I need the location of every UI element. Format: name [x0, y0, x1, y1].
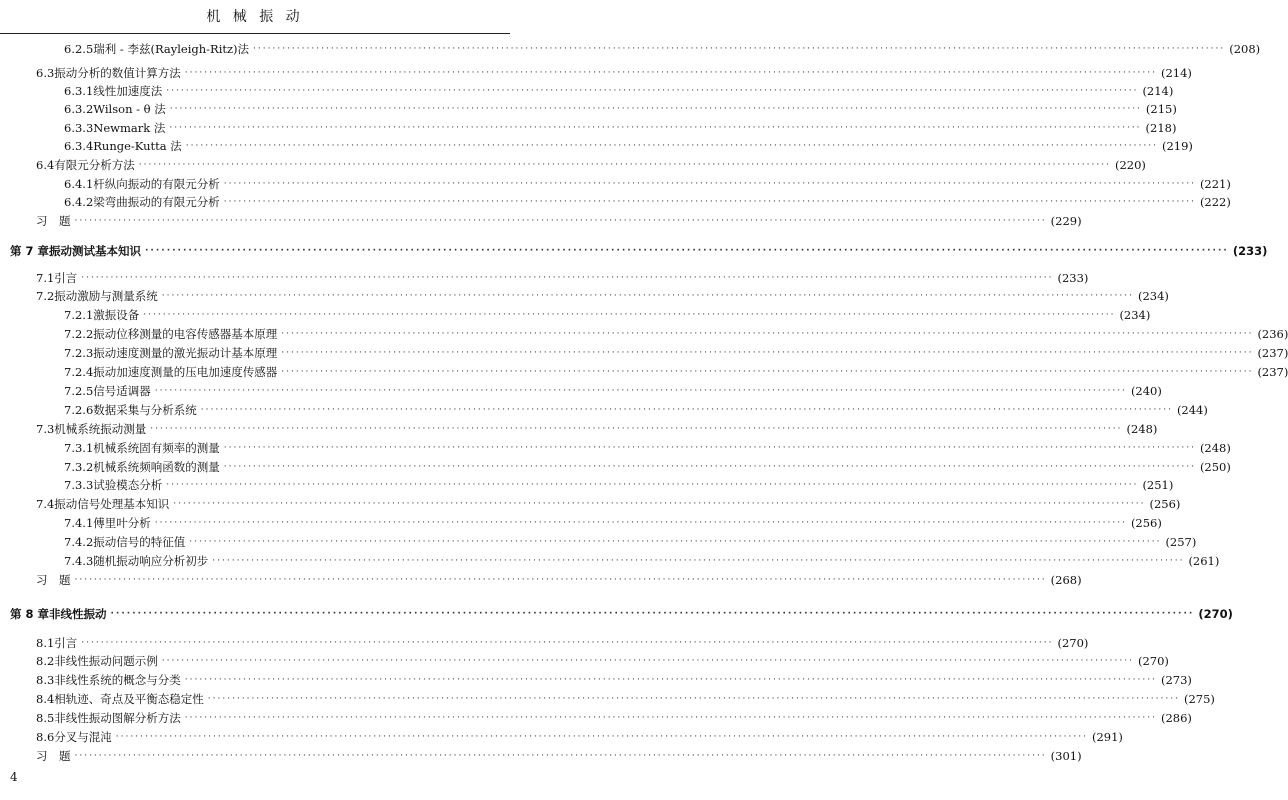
- toc-entry-title: 振动信号处理基本知识: [54, 497, 170, 511]
- toc-entry-title: 非线性振动: [49, 607, 107, 621]
- toc-entry-page: (291): [1091, 730, 1123, 744]
- dot-leader: ········································································································································································································: [173, 499, 1146, 509]
- toc-entry-number: 6.3.3: [64, 121, 94, 135]
- toc-entry: [0, 690, 1215, 708]
- dot-leader: ········································································································································································································: [161, 656, 1134, 666]
- toc-entry-title: 相轨迹、奇点及平衡态稳定性: [54, 692, 204, 706]
- toc-entry-page: (215): [1145, 102, 1177, 116]
- dot-leader: ········································································································································································································: [74, 575, 1047, 585]
- toc-entry-number: 第 8 章: [10, 607, 50, 621]
- toc-entry-number: 6.3: [36, 66, 55, 80]
- dot-leader: ········································································································································································································: [166, 86, 1139, 96]
- toc-entry: [0, 306, 1151, 324]
- toc-entry-number: 7.2: [36, 289, 55, 303]
- dot-leader: ········································································································································································································: [200, 405, 1173, 415]
- toc-entry-number: 7.2.6: [64, 403, 94, 417]
- toc-entry: [0, 269, 1089, 287]
- toc-entry-number: 8.6: [36, 730, 55, 744]
- toc-entry-number: 7.2.5: [64, 384, 94, 398]
- dot-leader: ········································································································································································································: [145, 246, 1229, 256]
- toc-chapter-entry: [0, 605, 1233, 623]
- toc-entry-page: (301): [1050, 749, 1082, 763]
- toc-entry-number: 8.2: [36, 654, 55, 668]
- page-number: 4: [10, 770, 18, 784]
- toc-entry-title: 振动加速度测量的压电加速度传感器: [93, 365, 278, 379]
- toc-entry-page: (273): [1160, 673, 1192, 687]
- toc-entry-number: 7.4.3: [64, 554, 94, 568]
- toc-entry-page: (250): [1199, 460, 1231, 474]
- toc-entry: [0, 64, 1192, 82]
- toc-entry-title: 机械系统振动测量: [54, 422, 147, 436]
- toc-entry-page: (234): [1119, 308, 1151, 322]
- dot-leader: ········································································································································································································: [150, 424, 1123, 434]
- dot-leader: ········································································································································································································: [281, 367, 1254, 377]
- toc-entry: [0, 82, 1174, 100]
- toc-chapter-entry: [0, 242, 1268, 260]
- toc-entry-page: (268): [1050, 573, 1082, 587]
- toc-entry-page: (237): [1257, 346, 1288, 360]
- toc-entry-number: 8.3: [36, 673, 55, 687]
- toc-entry-page: (257): [1165, 535, 1197, 549]
- toc-entry: [0, 533, 1197, 551]
- toc-entry-title: 振动分析的数值计算方法: [54, 66, 181, 80]
- toc-entry: [0, 325, 1288, 343]
- toc-entry-page: (214): [1160, 66, 1192, 80]
- dot-leader: ········································································································································································································: [81, 273, 1054, 283]
- toc-entry: [0, 156, 1146, 174]
- toc-entry-number: 6.4: [36, 158, 55, 172]
- toc-entry: [0, 175, 1231, 193]
- toc-entry-title: Runge-Kutta 法: [93, 139, 182, 153]
- toc-entry-page: (208): [1229, 42, 1261, 56]
- dot-leader: ········································································································································································································: [253, 44, 1226, 54]
- dot-leader: ········································································································································································································: [223, 197, 1196, 207]
- toc-entry-number: 7.2.1: [64, 308, 94, 322]
- toc-entry-number: 6.3.4: [64, 139, 94, 153]
- toc-entry: [0, 287, 1169, 305]
- toc-entry-title: 激振设备: [93, 308, 140, 322]
- toc-entry-page: (219): [1161, 139, 1193, 153]
- dot-leader: ········································································································································································································: [223, 179, 1196, 189]
- toc-entry-page: (256): [1130, 516, 1162, 530]
- toc-entry-number: 8.5: [36, 711, 55, 725]
- toc-entry-number: 7.3.3: [64, 478, 94, 492]
- header-rule: [0, 33, 510, 34]
- toc-entry-number: 6.3.2: [64, 102, 94, 116]
- toc-entry-page: (233): [1057, 271, 1089, 285]
- running-header-title: 机 械 振 动: [206, 9, 304, 25]
- toc-entry: [0, 495, 1181, 513]
- toc-entry: [0, 476, 1174, 494]
- toc-entry: [0, 671, 1192, 689]
- toc-entry: [0, 137, 1193, 155]
- toc-entry-title: 机械系统固有频率的测量: [93, 441, 220, 455]
- dot-leader: ········································································································································································································: [161, 291, 1134, 301]
- toc-entry-page: (270): [1057, 636, 1089, 650]
- dot-leader: ········································································································································································································: [281, 348, 1254, 358]
- dot-leader: ········································································································································································································: [74, 751, 1047, 761]
- toc-entry: [0, 401, 1208, 419]
- toc-entry-page: (218): [1145, 121, 1177, 135]
- toc-entry: [0, 40, 1261, 58]
- toc-entry-page: (220): [1114, 158, 1146, 172]
- dot-leader: ········································································································································································································: [223, 462, 1196, 472]
- toc-entry: [0, 119, 1177, 137]
- toc-entry-title: 引言: [54, 271, 78, 285]
- toc-entry-page: (240): [1130, 384, 1162, 398]
- dot-leader: ········································································································································································································: [169, 123, 1142, 133]
- toc-entry-page: (234): [1137, 289, 1169, 303]
- toc-entry-page: (256): [1149, 497, 1181, 511]
- toc-entry-title: 振动位移测量的电容传感器基本原理: [93, 327, 278, 341]
- toc-entry-title: 瑞利 - 李兹(Rayleigh-Ritz)法: [93, 42, 250, 56]
- toc-entry-title: 引言: [54, 636, 78, 650]
- toc-entry: [0, 100, 1177, 118]
- dot-leader: ········································································································································································································: [223, 443, 1196, 453]
- toc-entry-page: (248): [1126, 422, 1158, 436]
- toc-entry: [0, 193, 1231, 211]
- toc-entry-title: 分叉与混沌: [54, 730, 112, 744]
- dot-leader: ········································································································································································································: [185, 141, 1158, 151]
- toc-entry: [0, 458, 1231, 476]
- toc-entry: [0, 652, 1169, 670]
- toc-entry-page: (248): [1199, 441, 1231, 455]
- toc-entry-title: 傅里叶分析: [93, 516, 151, 530]
- toc-entry-number: 8.1: [36, 636, 55, 650]
- toc-entry-title: 数据采集与分析系统: [93, 403, 197, 417]
- toc-entry-title: 机械系统频响函数的测量: [93, 460, 220, 474]
- toc-entry-page: (261): [1188, 554, 1220, 568]
- toc-entry-number: 7.2.4: [64, 365, 94, 379]
- toc-entry: [0, 420, 1158, 438]
- dot-leader: ········································································································································································································: [184, 675, 1157, 685]
- toc-entry-number: 7.4.1: [64, 516, 94, 530]
- dot-leader: ········································································································································································································: [281, 329, 1254, 339]
- dot-leader: ········································································································································································································: [169, 104, 1142, 114]
- dot-leader: ········································································································································································································: [138, 160, 1111, 170]
- toc-entry-number: 7.1: [36, 271, 55, 285]
- toc-entry-number: 7.4: [36, 497, 55, 511]
- toc-entry-title: 振动激励与测量系统: [54, 289, 158, 303]
- toc-entry-page: (233): [1232, 244, 1268, 258]
- toc-entry-page: (251): [1142, 478, 1174, 492]
- toc-entry-title: 非线性振动图解分析方法: [54, 711, 181, 725]
- toc-entry-title: 线性加速度法: [93, 84, 163, 98]
- toc-entry-number: 7.4.2: [64, 535, 94, 549]
- toc-entry-number: 7.3.1: [64, 441, 94, 455]
- toc-entry-title: 非线性系统的概念与分类: [54, 673, 181, 687]
- toc-entry-page: (286): [1160, 711, 1192, 725]
- toc-entry-number: 6.2.5: [64, 42, 94, 56]
- toc-entry-number: 7.2.2: [64, 327, 94, 341]
- dot-leader: ········································································································································································································: [115, 732, 1088, 742]
- toc-entry-number: 第 7 章: [10, 244, 50, 258]
- dot-leader: ········································································································································································································: [74, 216, 1047, 226]
- toc-entry: [0, 552, 1220, 570]
- toc-entry-title: 振动速度测量的激光振动计基本原理: [93, 346, 278, 360]
- toc-entry-title: 梁弯曲振动的有限元分析: [93, 195, 220, 209]
- toc-entry: [0, 344, 1288, 362]
- toc-entry-title: 振动信号的特征值: [93, 535, 186, 549]
- toc-entry-number: 7.3.2: [64, 460, 94, 474]
- running-header: [0, 0, 510, 32]
- dot-leader: ········································································································································································································: [207, 694, 1180, 704]
- dot-leader: ········································································································································································································: [81, 638, 1054, 648]
- toc-entry: [0, 363, 1288, 381]
- toc-entry-title: 杆纵向振动的有限元分析: [93, 177, 220, 191]
- toc-entry-title: Wilson - θ 法: [93, 102, 166, 116]
- toc-entry-page: (214): [1142, 84, 1174, 98]
- toc-entry: [0, 571, 1082, 589]
- toc-entry-title: Newmark 法: [93, 121, 166, 135]
- toc-entry: [0, 212, 1082, 230]
- dot-leader: ········································································································································································································: [154, 386, 1127, 396]
- toc-entry-page: (237): [1257, 365, 1288, 379]
- toc-entry-title: 习 题: [36, 214, 71, 228]
- toc-entry: [0, 709, 1192, 727]
- toc-entry: [0, 382, 1162, 400]
- toc-entry-page: (229): [1050, 214, 1082, 228]
- dot-leader: ········································································································································································································: [184, 713, 1157, 723]
- toc-entry-number: 6.4.1: [64, 177, 94, 191]
- toc-entry-title: 随机振动响应分析初步: [93, 554, 209, 568]
- toc-entry-number: 6.3.1: [64, 84, 94, 98]
- toc-entry-page: (244): [1176, 403, 1208, 417]
- toc-entry: [0, 514, 1162, 532]
- toc-entry-title: 习 题: [36, 749, 71, 763]
- toc-entry-title: 信号适调器: [93, 384, 151, 398]
- toc-entry-number: 6.4.2: [64, 195, 94, 209]
- toc-entry: [0, 728, 1123, 746]
- dot-leader: ········································································································································································································: [184, 68, 1157, 78]
- toc-entry-page: (270): [1198, 607, 1233, 621]
- toc-entry-title: 有限元分析方法: [54, 158, 135, 172]
- toc-entry-title: 振动测试基本知识: [49, 244, 142, 258]
- dot-leader: ········································································································································································································: [166, 480, 1139, 490]
- toc-entry-page: (275): [1183, 692, 1215, 706]
- toc-entry-page: (221): [1199, 177, 1231, 191]
- dot-leader: ········································································································································································································: [143, 310, 1116, 320]
- toc-entry-title: 习 题: [36, 573, 71, 587]
- toc-entry-page: (236): [1257, 327, 1288, 341]
- toc-entry-number: 7.3: [36, 422, 55, 436]
- toc-entry-title: 试验模态分析: [93, 478, 163, 492]
- dot-leader: ········································································································································································································: [154, 518, 1127, 528]
- toc-entry-title: 非线性振动问题示例: [54, 654, 158, 668]
- dot-leader: ········································································································································································································: [212, 556, 1185, 566]
- toc-entry: [0, 747, 1082, 765]
- dot-leader: ········································································································································································································: [189, 537, 1162, 547]
- toc-entry: [0, 634, 1089, 652]
- toc-entry-number: 8.4: [36, 692, 55, 706]
- dot-leader: ········································································································································································································: [110, 609, 1195, 619]
- toc-entry: [0, 439, 1231, 457]
- toc-entry-number: 7.2.3: [64, 346, 94, 360]
- toc-entry-page: (222): [1199, 195, 1231, 209]
- toc-entry-page: (270): [1137, 654, 1169, 668]
